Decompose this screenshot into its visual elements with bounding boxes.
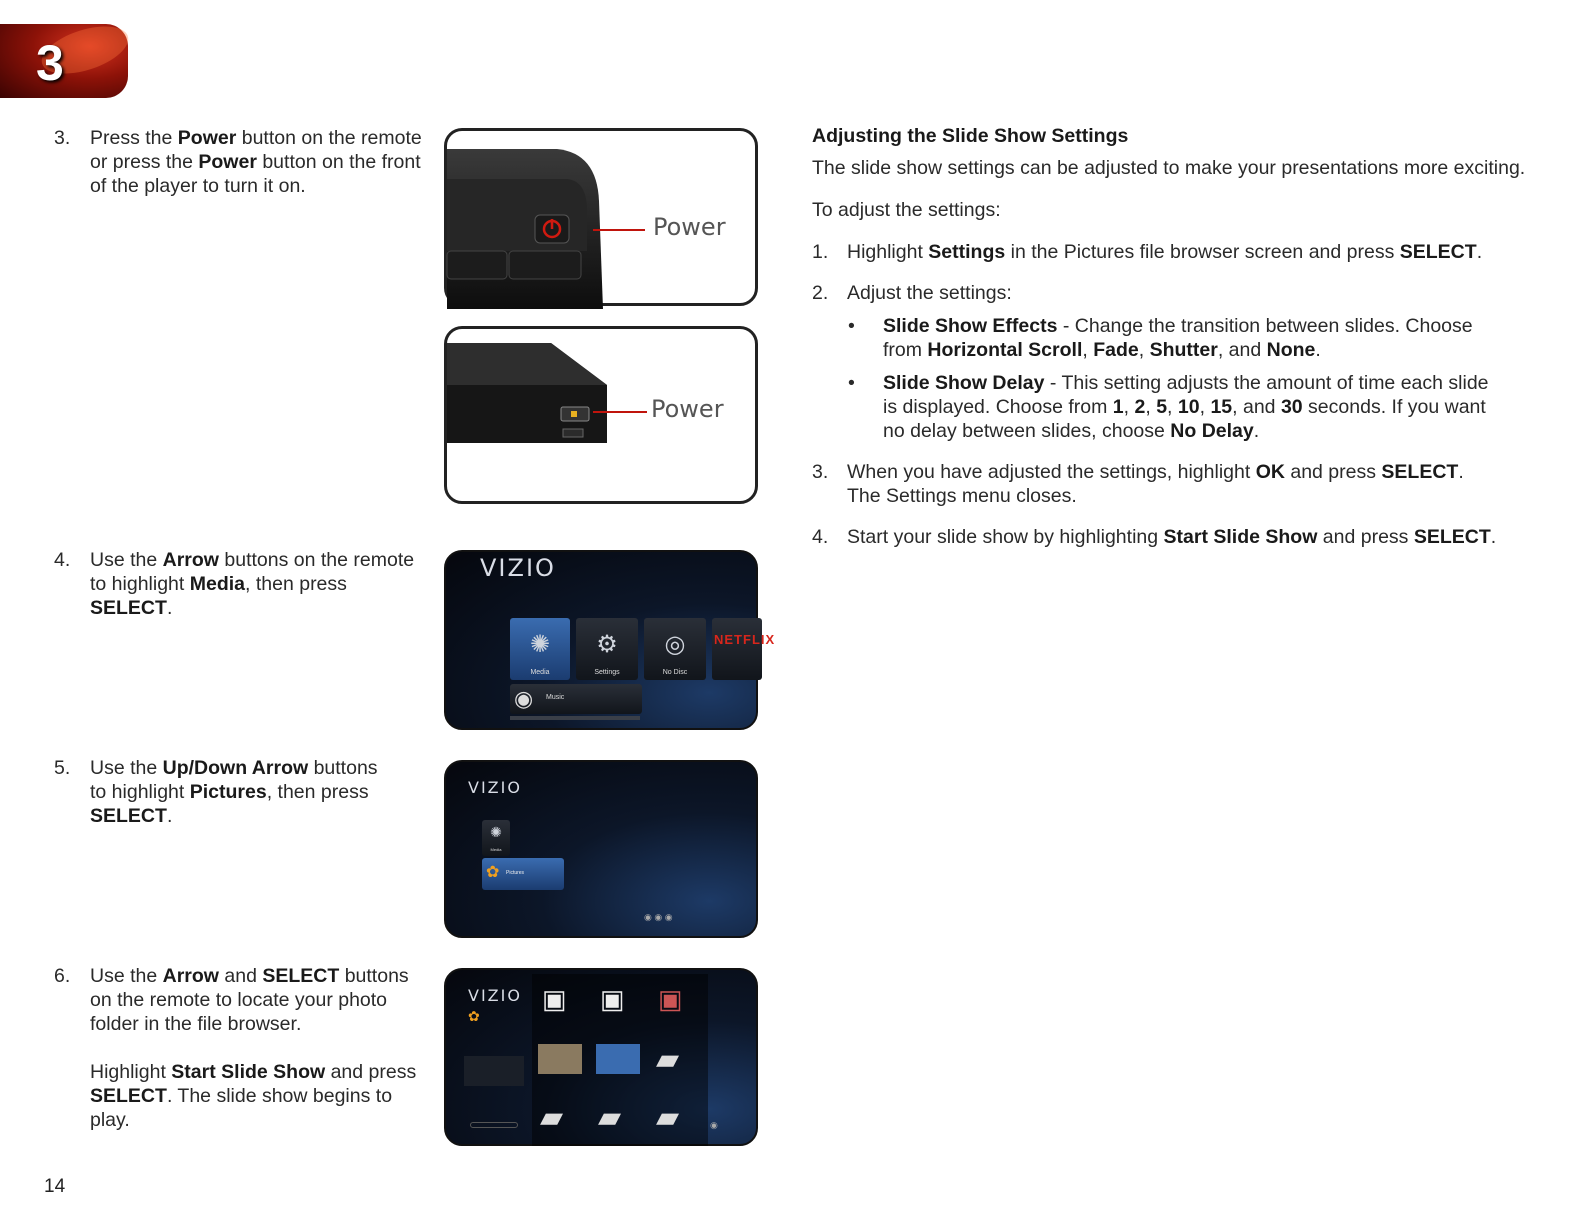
folder-icon: ▰ xyxy=(656,1101,680,1134)
section-title: Adjusting the Slide Show Settings xyxy=(812,125,1129,147)
text-run: is displayed. Choose from xyxy=(883,396,1113,418)
music-submenu: ◉ Music xyxy=(510,684,642,714)
text-line xyxy=(90,964,416,988)
text-line xyxy=(90,804,378,828)
chapter-number: 3 xyxy=(36,35,64,91)
no-disc-tile: ◎ No Disc xyxy=(644,618,706,680)
text-run: Highlight xyxy=(90,1061,172,1083)
remote-photo xyxy=(444,128,758,306)
text-line xyxy=(90,174,422,198)
text-run: folder in the file browser. xyxy=(90,1013,302,1035)
bold-term: 1 xyxy=(1112,396,1124,418)
bold-term: 2 xyxy=(1134,396,1146,418)
text-line xyxy=(883,314,1473,338)
step-number: 4. xyxy=(54,549,71,571)
text-run: , xyxy=(1138,339,1150,361)
bullet-dot: • xyxy=(848,372,855,394)
vizio-logo: VIZIO xyxy=(468,778,522,797)
bold-term: SELECT xyxy=(90,597,167,619)
bold-term: Start Slide Show xyxy=(171,1061,326,1083)
power-callout-line xyxy=(593,411,647,413)
bullet-dot: • xyxy=(848,315,855,337)
bold-term: Fade xyxy=(1093,339,1139,361)
image-file-icon: ▣ xyxy=(542,984,567,1014)
text-run: Adjust the settings: xyxy=(847,282,1012,304)
power-callout-line xyxy=(593,229,645,231)
text-run: , then press xyxy=(266,781,369,803)
bold-term: SELECT xyxy=(90,1085,167,1107)
text-line xyxy=(847,460,1464,484)
text-run: buttons xyxy=(308,757,378,779)
text-run: from xyxy=(883,339,928,361)
text-run: and press xyxy=(1317,526,1414,548)
submenu-bar xyxy=(510,716,640,720)
text-run: of the player to turn it on. xyxy=(90,175,306,197)
bold-term: SELECT xyxy=(1413,526,1491,548)
step-number: 6. xyxy=(54,965,71,987)
text-run: and xyxy=(218,965,263,987)
text-line xyxy=(847,281,1012,305)
bold-term: 15 xyxy=(1210,396,1233,418)
photo-thumbnail xyxy=(538,1044,582,1074)
text-run: , then press xyxy=(245,573,347,595)
pictures-icon: ✿ xyxy=(468,1008,480,1024)
bold-term: SELECT xyxy=(90,805,167,827)
text-run: buttons xyxy=(339,965,409,987)
pictures-item: ✿ Pictures xyxy=(482,858,564,890)
text-line xyxy=(90,756,378,780)
thumbnail-grid xyxy=(532,974,708,1146)
text-run: , xyxy=(1082,339,1094,361)
text-line xyxy=(90,988,416,1012)
folder-icon: ▰ xyxy=(656,1043,680,1076)
text-run: Use the xyxy=(90,757,163,779)
bold-term: Start Slide Show xyxy=(1163,526,1318,548)
text-run: play. xyxy=(90,1109,130,1131)
media-icon: ✺ xyxy=(529,631,551,658)
text-run: . xyxy=(166,597,173,619)
pictures-icon: ✿ xyxy=(486,864,500,881)
text-line xyxy=(90,1108,416,1132)
bold-term: Power xyxy=(198,151,257,173)
text-line xyxy=(90,1036,416,1060)
media-tile: ✺ Media xyxy=(510,618,570,680)
photo-thumbnail xyxy=(596,1044,640,1074)
bold-term: SELECT xyxy=(1381,461,1459,483)
text-run: on the remote to locate your photo xyxy=(90,989,388,1011)
bold-term: No Delay xyxy=(1170,420,1254,442)
nav-hints: ◉ ◉ ◉ xyxy=(644,912,673,922)
text-line xyxy=(883,395,1489,419)
text-run: Use the xyxy=(90,965,163,987)
disc-icon: ◎ xyxy=(664,631,686,658)
text-run: , xyxy=(1123,396,1135,418)
text-line xyxy=(847,484,1464,508)
text-run: . xyxy=(1253,420,1260,442)
text-line xyxy=(90,126,422,150)
bold-term: Arrow xyxy=(162,549,219,571)
text-run: button on the front xyxy=(256,151,421,173)
bold-term: Slide Show Delay xyxy=(883,372,1045,394)
text-run: and press xyxy=(325,1061,417,1083)
image-file-icon: ▣ xyxy=(600,984,625,1014)
home-screen-shot xyxy=(444,550,776,730)
browser-menu xyxy=(464,1056,524,1086)
bold-term: SELECT xyxy=(262,965,340,987)
media-icon: ✺ xyxy=(490,824,502,840)
text-line xyxy=(90,780,378,804)
text-run: buttons on the remote xyxy=(218,549,415,571)
text-line xyxy=(90,548,414,572)
text-run: to highlight xyxy=(90,781,190,803)
bold-term: Pictures xyxy=(189,781,267,803)
text-run: or press the xyxy=(90,151,199,173)
text-line xyxy=(883,338,1473,362)
bold-term: OK xyxy=(1255,461,1285,483)
bold-term: Media xyxy=(189,573,246,595)
bold-term: Up/Down Arrow xyxy=(162,757,309,779)
media-item: ✺ Media xyxy=(482,820,510,856)
text-run: . xyxy=(1476,241,1483,263)
lead-text: To adjust the settings: xyxy=(812,199,1001,221)
text-run: and press xyxy=(1284,461,1382,483)
bold-term: Horizontal Scroll xyxy=(927,339,1083,361)
text-line xyxy=(883,419,1489,443)
netflix-logo: NETFLIX xyxy=(714,632,776,647)
step-text xyxy=(90,548,414,620)
text-run: to highlight xyxy=(90,573,190,595)
text-run: Highlight xyxy=(847,241,929,263)
text-run: , xyxy=(1145,396,1157,418)
text-run: When you have adjusted the settings, highlight xyxy=(847,461,1256,483)
text-run: Use the xyxy=(90,549,163,571)
netflix-tile xyxy=(712,618,776,680)
text-run: , xyxy=(1199,396,1211,418)
text-run: . The slide show begins to xyxy=(166,1085,393,1107)
bold-term: Shutter xyxy=(1149,339,1218,361)
text-run: Press the xyxy=(90,127,178,149)
step-number: 5. xyxy=(54,757,71,779)
text-run: Start your slide show by highlighting xyxy=(847,526,1164,548)
bold-term: Power xyxy=(177,127,237,149)
back-hint: ◉ xyxy=(710,1120,718,1130)
folder-icon: ▰ xyxy=(598,1101,622,1134)
folder-icon: ▰ xyxy=(540,1101,564,1134)
bold-term: Arrow xyxy=(162,965,219,987)
bold-term: SELECT xyxy=(1399,241,1477,263)
text-line xyxy=(90,596,414,620)
bold-term: Slide Show Effects xyxy=(883,315,1058,337)
browser-screen-shot xyxy=(444,968,758,1146)
text-run: no delay between slides, choose xyxy=(883,420,1171,442)
bold-term: 30 xyxy=(1280,396,1303,418)
power-callout-label: Power xyxy=(651,395,724,423)
scroll-bar xyxy=(470,1122,518,1128)
text-run: seconds. If you want xyxy=(1302,396,1486,418)
text-line xyxy=(90,1084,416,1108)
text-run: , and xyxy=(1232,396,1281,418)
text-run: - This setting adjusts the amount of time each slide xyxy=(1044,372,1489,394)
text-run: button on the remote xyxy=(236,127,422,149)
music-icon: ◉ xyxy=(514,686,534,711)
text-run: . xyxy=(1490,526,1497,548)
page-number: 14 xyxy=(44,1176,66,1197)
text-line xyxy=(90,572,414,596)
text-run: , and xyxy=(1217,339,1267,361)
player-photo xyxy=(444,326,758,504)
step-text xyxy=(90,756,378,828)
settings-tile: ⚙ Settings xyxy=(576,618,638,680)
bold-term: None xyxy=(1266,339,1316,361)
text-line xyxy=(883,371,1489,395)
text-line xyxy=(90,1012,416,1036)
step-number: 3. xyxy=(54,127,71,149)
text-run: . xyxy=(166,805,173,827)
bold-term: Settings xyxy=(928,241,1006,263)
text-run: in the Pictures file browser screen and press xyxy=(1005,241,1400,263)
text-line xyxy=(847,240,1482,264)
text-run: , xyxy=(1167,396,1178,418)
text-line xyxy=(90,150,422,174)
step-text xyxy=(90,964,416,1132)
power-callout-label: Power xyxy=(653,213,726,241)
media-screen-shot xyxy=(444,760,758,938)
text-run: - Change the transition between slides. Choose xyxy=(1057,315,1473,337)
text-line xyxy=(90,1060,416,1084)
bold-term: 10 xyxy=(1177,396,1200,418)
bold-term: 5 xyxy=(1156,396,1168,418)
text-run: The Settings menu closes. xyxy=(847,485,1077,507)
vizio-logo: VIZIO xyxy=(468,986,522,1005)
text-run: . xyxy=(1458,461,1464,483)
vizio-logo: VIZIO xyxy=(480,554,556,582)
chapter-tab xyxy=(0,24,128,98)
text-run: . xyxy=(1315,339,1321,361)
satellite-icon: ⚙ xyxy=(596,631,618,658)
intro-text: The slide show settings can be adjusted to make your presentations more exciting. xyxy=(812,157,1526,179)
text-line xyxy=(847,525,1496,549)
image-file-icon: ▣ xyxy=(658,984,683,1014)
step-text xyxy=(90,126,422,198)
